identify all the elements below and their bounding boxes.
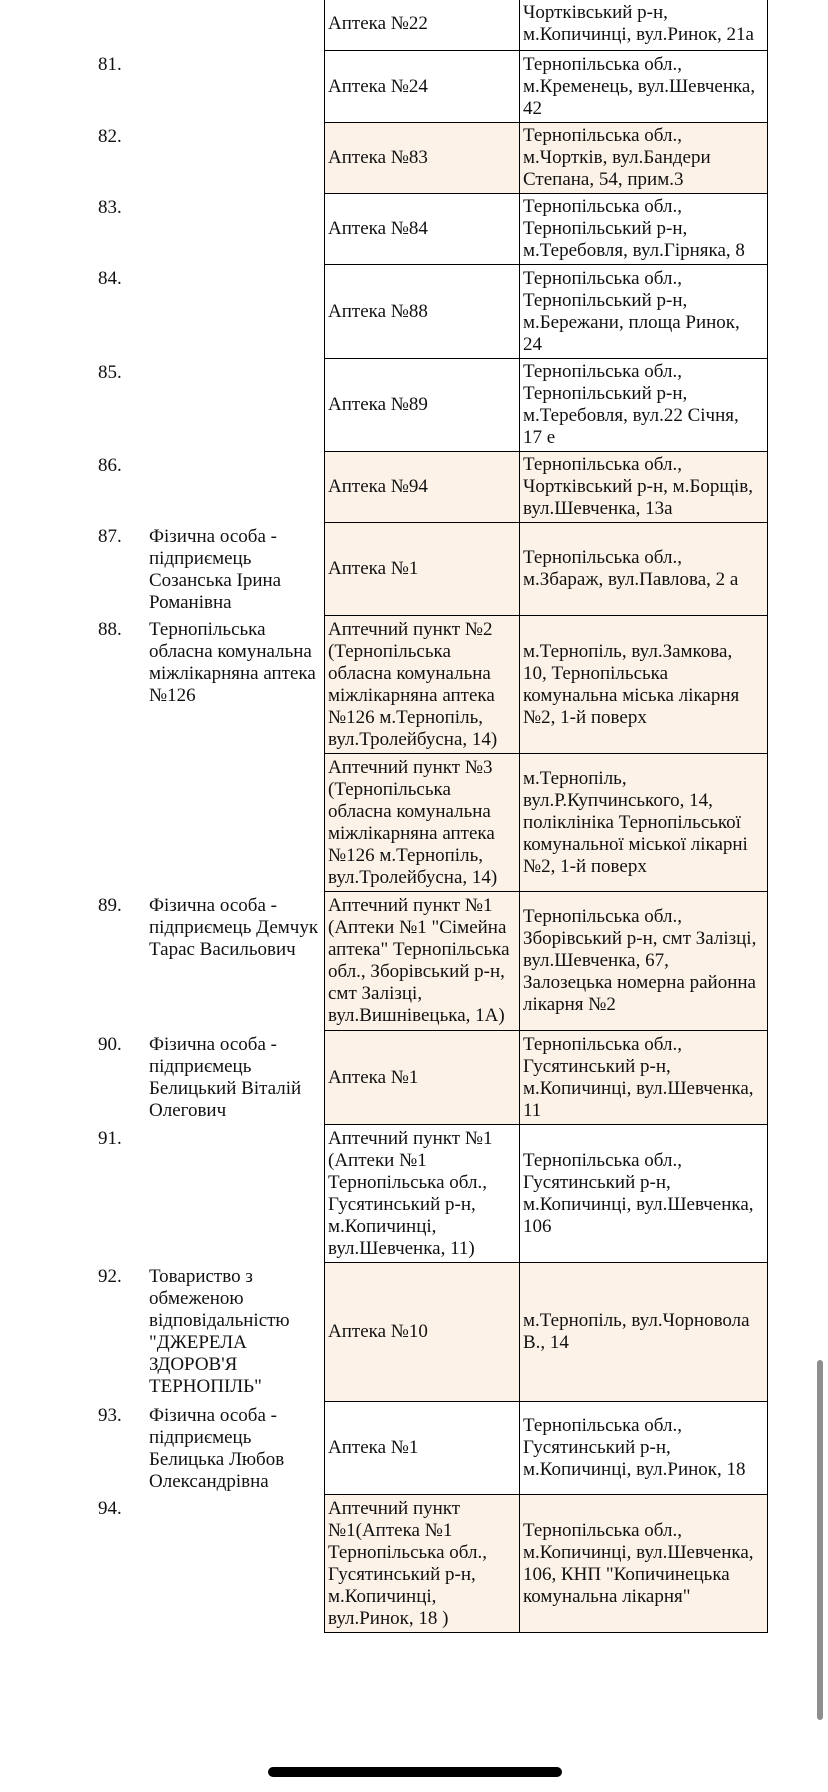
address-cell bbox=[520, 265, 768, 359]
table-row bbox=[0, 1402, 828, 1495]
table-row bbox=[0, 194, 828, 265]
table-row bbox=[0, 1495, 828, 1633]
row-number: 87. bbox=[98, 526, 122, 547]
pharmacy-name: Аптечний пункт №3 (Тернопільська обласна комунальна міжлікарняна аптека №126 м.Тернопіль, вул.Тролейбусна, 14) bbox=[328, 756, 498, 888]
row-number: 94. bbox=[98, 1498, 122, 1519]
address-cell bbox=[520, 1263, 768, 1402]
pharmacy-cell bbox=[324, 1495, 520, 1633]
address-text: Тернопільська обл., м.Чортків, вул.Бандери Степана, 54, прим.3 bbox=[523, 125, 711, 190]
address-text: м.Тернопіль, вул.Чорновола В., 14 bbox=[523, 1310, 750, 1353]
pharmacy-name: Аптечний пункт №1(Аптека №1 Тернопільська обл., Гусятинський р-н, м.Копичинці, вул.Ринок, 18 ) bbox=[328, 1497, 487, 1629]
row-number: 91. bbox=[98, 1128, 122, 1149]
pharmacy-name: Аптечний пункт №1 (Аптеки №1 Тернопільська обл., Гусятинський р-н, м.Копичинці, вул.Шевченка, 11) bbox=[328, 1127, 493, 1259]
pharmacy-name: Аптека №10 bbox=[328, 1321, 428, 1342]
pharmacy-cell bbox=[324, 1402, 520, 1495]
pharmacy-cell bbox=[324, 265, 520, 359]
home-indicator[interactable] bbox=[268, 1767, 562, 1777]
pharmacy-name: Аптека №83 bbox=[328, 147, 428, 168]
pharmacy-name: Аптека №84 bbox=[328, 218, 428, 239]
address-cell bbox=[520, 0, 768, 51]
row-number: 89. bbox=[98, 895, 122, 916]
row-number: 93. bbox=[98, 1405, 122, 1426]
pharmacy-cell bbox=[324, 616, 520, 754]
pharmacy-cell bbox=[324, 892, 520, 1031]
table-row bbox=[0, 123, 828, 194]
address-text: Тернопільська обл., Тернопільський р-н, м.Теребовля, вул.22 Січня, 17 е bbox=[523, 361, 739, 448]
address-cell bbox=[520, 754, 768, 892]
pharmacy-cell bbox=[324, 194, 520, 265]
pharmacy-name: Аптека №88 bbox=[328, 300, 428, 322]
address-cell bbox=[520, 51, 768, 123]
pharmacy-cell bbox=[324, 0, 520, 51]
table-row bbox=[0, 359, 828, 452]
pharmacy-name: Аптека №94 bbox=[328, 476, 428, 497]
scrollbar-thumb[interactable] bbox=[817, 1360, 823, 1720]
table-row bbox=[0, 616, 828, 754]
row-number: 90. bbox=[98, 1034, 122, 1055]
row-number: 81. bbox=[98, 54, 122, 75]
address-cell bbox=[520, 523, 768, 616]
table-row bbox=[0, 754, 828, 892]
table-row bbox=[0, 452, 828, 523]
table-row bbox=[0, 51, 828, 123]
pharmacy-name: Аптека №1 bbox=[328, 1437, 419, 1458]
owner-cell: Фізична особа - підприємець Белицька Любов Олександрівна bbox=[149, 1405, 285, 1492]
pharmacy-name: Аптечний пункт №1 (Аптеки №1 "Сімейна аптека" Тернопільська обл., Зборівський р-н, смт Залізці, вул.Вишнівецька, 1А) bbox=[328, 895, 510, 1026]
pharmacy-cell bbox=[324, 1263, 520, 1402]
owner-cell: Фізична особа - підприємець Демчук Тарас Васильович bbox=[149, 895, 319, 960]
address-cell bbox=[520, 1495, 768, 1633]
address-cell bbox=[520, 194, 768, 265]
pharmacy-cell bbox=[324, 51, 520, 123]
address-cell bbox=[520, 1031, 768, 1125]
pharmacy-cell bbox=[324, 1031, 520, 1125]
row-number: 85. bbox=[98, 362, 122, 383]
address-text: Чортківський р-н, м.Копичинці, вул.Ринок, 21а bbox=[523, 1, 754, 45]
owner-cell: Тернопільська обласна комунальна міжлікарняна аптека №126 bbox=[149, 619, 316, 706]
address-text: Тернопільська обл., Гусятинський р-н, м.Копичинці, вул.Ринок, 18 bbox=[523, 1415, 746, 1480]
address-text: Тернопільська обл., Чортківський р-н, м.Борщів, вул.Шевченка, 13а bbox=[523, 454, 753, 519]
address-text: Тернопільська обл., Гусятинський р-н, м.Копичинці, вул.Шевченка, 11 bbox=[523, 1033, 754, 1121]
address-text: Тернопільська обл., м.Кременець, вул.Шевченка, 42 bbox=[523, 53, 756, 119]
address-text: Тернопільська обл., м.Збараж, вул.Павлова, 2 а bbox=[523, 547, 739, 590]
address-text: Тернопільська обл., Зборівський р-н, смт Залізці, вул.Шевченка, 67, Залозецька номерна районна лікарня №2 bbox=[523, 906, 757, 1015]
address-cell bbox=[520, 892, 768, 1031]
pharmacy-cell bbox=[324, 1125, 520, 1263]
table-row bbox=[0, 892, 828, 1031]
table-row bbox=[0, 1031, 828, 1125]
address-cell bbox=[520, 1402, 768, 1495]
row-number: 92. bbox=[98, 1266, 122, 1287]
row-number: 84. bbox=[98, 268, 122, 289]
address-cell bbox=[520, 452, 768, 523]
row-number: 82. bbox=[98, 126, 122, 147]
owner-cell: Товариство з обмеженою відповідальністю "ДЖЕРЕЛА ЗДОРОВ'Я ТЕРНОПІЛЬ" bbox=[149, 1266, 290, 1397]
row-number: 86. bbox=[98, 455, 122, 476]
pharmacy-name: Аптека №1 bbox=[328, 558, 419, 579]
pharmacy-cell bbox=[324, 452, 520, 523]
table-row bbox=[0, 265, 828, 359]
row-number: 88. bbox=[98, 619, 122, 640]
pharmacy-cell bbox=[324, 123, 520, 194]
table-row bbox=[0, 1263, 828, 1402]
owner-cell: Фізична особа - підприємець Созанська Ірина Романівна bbox=[149, 526, 282, 613]
address-cell bbox=[520, 123, 768, 194]
pharmacy-cell bbox=[324, 359, 520, 452]
pharmacy-name: Аптека №89 bbox=[328, 394, 428, 415]
address-text: Тернопільська обл., Гусятинський р-н, м.Копичинці, вул.Шевченка, 106 bbox=[523, 1149, 754, 1237]
pharmacy-cell bbox=[324, 523, 520, 616]
address-text: Тернопільська обл., Тернопільський р-н, м.Теребовля, вул.Гірняка, 8 bbox=[523, 196, 745, 261]
pharmacy-name: Аптека №24 bbox=[328, 75, 428, 97]
pharmacy-name: Аптека №22 bbox=[328, 12, 428, 34]
address-cell bbox=[520, 616, 768, 754]
pharmacy-name: Аптека №1 bbox=[328, 1066, 419, 1088]
address-text: м.Тернопіль, вул.Р.Купчинського, 14, поліклініка Тернопільської комунальної міської лікарні №2, 1-й поверх bbox=[523, 767, 748, 877]
table-row bbox=[0, 1125, 828, 1263]
address-text: м.Тернопіль, вул.Замкова, 10, Тернопільська комунальна міська лікарня №2, 1-й поверх bbox=[523, 640, 740, 728]
row-number: 83. bbox=[98, 197, 122, 218]
address-text: Тернопільська обл., Тернопільський р-н, м.Бережани, площа Ринок, 24 bbox=[523, 267, 740, 355]
address-cell bbox=[520, 359, 768, 452]
table-row bbox=[0, 523, 828, 616]
pharmacy-cell bbox=[324, 754, 520, 892]
pharmacy-name: Аптечний пункт №2 (Тернопільська обласна комунальна міжлікарняна аптека №126 м.Тернопіль, вул.Тролейбусна, 14) bbox=[328, 618, 498, 750]
vertical-scrollbar[interactable] bbox=[817, 1360, 823, 1720]
table-row bbox=[0, 0, 828, 51]
address-cell bbox=[520, 1125, 768, 1263]
owner-cell: Фізична особа - підприємець Белицький Віталій Олегович bbox=[149, 1034, 302, 1121]
address-text: Тернопільська обл., м.Копичинці, вул.Шевченка, 106, КНП "Копичинецька комунальна лікарня" bbox=[523, 1519, 754, 1607]
